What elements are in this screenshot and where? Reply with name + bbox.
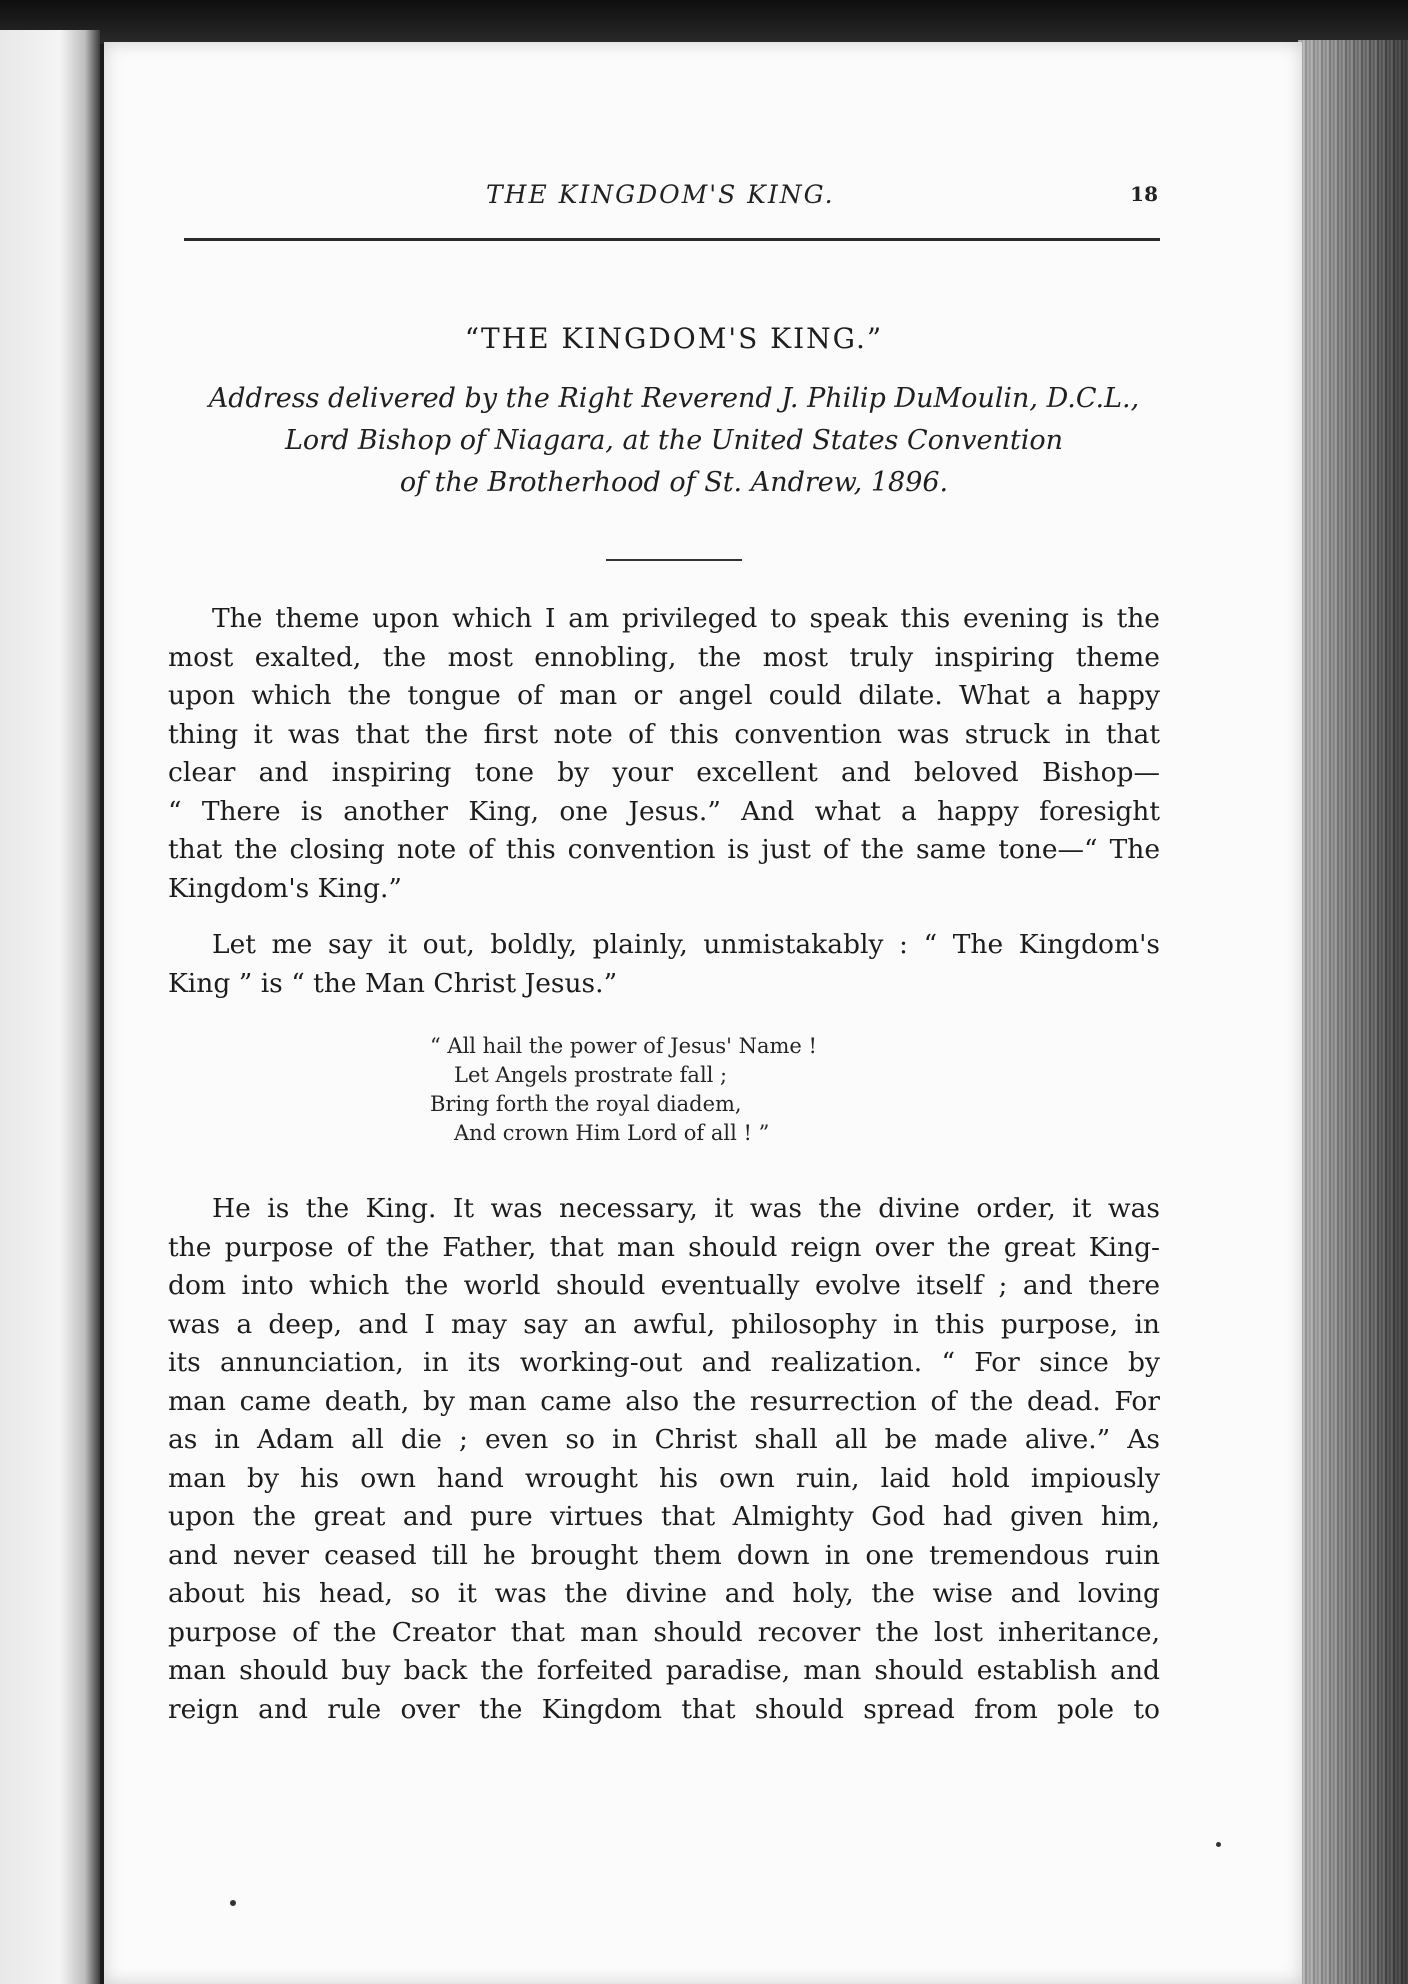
text-line: man should buy back the forfeited paradise, man should establish and (168, 1655, 1160, 1686)
article-subtitle (176, 378, 1172, 504)
text-line: reign and rule over the Kingdom that should spread from pole to (168, 1693, 1160, 1725)
subtitle-line: Lord Bishop of Niagara, at the United States Convention (284, 425, 1064, 456)
text-line: upon which the tongue of man or angel could dilate. What a happy (168, 680, 1160, 711)
hymn-verse (430, 1032, 950, 1148)
running-head-title: THE KINGDOM'S KING. (486, 180, 835, 209)
paragraph-1 (168, 600, 1160, 908)
facing-page-edge (0, 30, 100, 1984)
text-line: The theme upon which I am privileged to speak this evening is the (212, 603, 1160, 634)
text-line: clear and inspiring tone by your excellent and beloved Bishop— (168, 757, 1160, 788)
header-rule (184, 238, 1160, 241)
text-line: as in Adam all die ; even so in Christ shall all be made alive.” As (168, 1424, 1160, 1455)
article-title: “THE KINGDOM'S KING.” (464, 322, 884, 355)
verse-line: Let Angels prostrate fall ; (454, 1063, 728, 1087)
text-line: “ There is another King, one Jesus.” And what a happy foresight (168, 795, 1160, 827)
page-number: 18 (1130, 182, 1158, 206)
text-line: about his head, so it was the divine and holy, the wise and loving (168, 1578, 1160, 1609)
text-line: Kingdom's King.” (168, 872, 402, 904)
text-line: He is the King. It was necessary, it was the divine order, it was (212, 1193, 1160, 1224)
text-line: man came death, by man came also the resurrection of the dead. For (168, 1385, 1160, 1417)
scan-border-top (0, 0, 1408, 44)
running-head (186, 176, 1162, 216)
text-line: dom into which the world should eventually evolve itself ; and there (168, 1270, 1160, 1301)
verse-line: “ All hail the power of Jesus' Name ! (430, 1034, 817, 1058)
paragraph-2 (168, 926, 1160, 1003)
text-line: King ” is “ the Man Christ Jesus.” (168, 967, 618, 999)
paragraph-3 (168, 1190, 1160, 1729)
subtitle-line: Address delivered by the Right Reverend J. Philip DuMoulin, D.C.L., (208, 383, 1140, 414)
ink-speck (1216, 1842, 1221, 1847)
text-line: and never ceased till he brought them down in one tremendous ruin (168, 1539, 1160, 1571)
text-line: man by his own hand wrought his own ruin, laid hold impiously (168, 1462, 1160, 1494)
verse-line: And crown Him Lord of all ! ” (454, 1121, 770, 1145)
section-divider (606, 559, 742, 561)
verse-line: Bring forth the royal diadem, (430, 1092, 742, 1116)
subtitle-line: of the Brotherhood of St. Andrew, 1896. (399, 467, 949, 498)
text-line: that the closing note of this convention is just of the same tone—“ The (168, 834, 1160, 865)
text-line: most exalted, the most ennobling, the most truly inspiring theme (168, 641, 1160, 673)
text-line: thing it was that the first note of this convention was struck in that (168, 718, 1160, 750)
text-line: the purpose of the Father, that man should reign over the great King- (168, 1231, 1160, 1263)
text-line: was a deep, and I may say an awful, philosophy in this purpose, in (168, 1308, 1160, 1340)
text-line: Let me say it out, boldly, plainly, unmistakably : “ The Kingdom's (212, 929, 1160, 960)
page-edge-stack (1298, 40, 1408, 1984)
text-line: its annunciation, in its working-out and realization. “ For since by (168, 1347, 1160, 1378)
text-line: upon the great and pure virtues that Almighty God had given him, (168, 1501, 1160, 1532)
ink-speck (230, 1900, 236, 1906)
text-line: purpose of the Creator that man should recover the lost inheritance, (168, 1616, 1160, 1648)
